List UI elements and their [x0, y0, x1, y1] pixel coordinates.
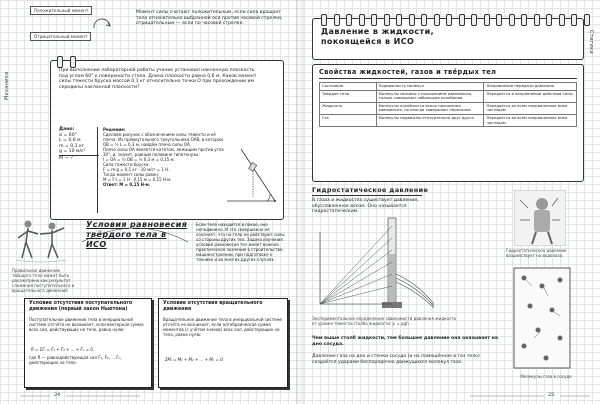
hydro-title: Гидростатическое давление [312, 186, 429, 194]
table-card [312, 64, 584, 182]
footer-ornament-left [20, 393, 140, 399]
eq-text: Если тело находится в покое, оно неподвижно. И это совершенно не означает, что на тело не действуют силы со стороны других тел. Задача изучения условий равновесия тел имеет важное практическое значение в строительстве, машиностроении, при подготовке к технике и во многих других случаях. [196, 222, 285, 262]
table-row: Газ Молекулы подвижны относительно друг друга. Передаётся во всем направлениях всем частицам. [320, 114, 577, 126]
gutter [296, 0, 304, 404]
footer-ornament-right [470, 393, 590, 399]
incline-diagram [223, 143, 279, 205]
title-card [312, 18, 584, 60]
diver-caption: Гидростатическое давление воздействует на водолаза [506, 248, 567, 258]
table-row: Жидкость Молекулы колеблются около положения равновесия, но иногда совершают перескоки. Передаётся во всем направлениях всем частицам. [320, 102, 577, 114]
hydro-text: В газах и жидкостях существует давление, обусловленное весом. Оно называется гидростатическим. [312, 198, 419, 215]
gas-text: Давление газа на дно и стенки сосуда (и на помещённое в газ тело) создаётся ударами беспорядочно движущихся молекул газа. [312, 354, 480, 365]
pressure-experiment-drawing [318, 214, 438, 314]
solution-block: Решение: Сделаем рисунок с обозначением силы тяжести и её плеча. Из прямоугольного треугольника OAB, в котором OB = ½ L = 0,3 м, найдём плечо силы OA. Плечо силы OA является катетом, лежащим против угла 30°, и, значит, равным половине гипотенузы: l = OA = ½ OB = ½ 0,3 м = 0,15 м. Сила тяжести бруска: F = m·g = 0,1 кг · 10 м/с² = 1 Н. Тогда момент силы равен: M = F·l = 1 Н · 0,15 м = 0,15 Н·м. Ответ: M = 0,15 Н·м. [103, 127, 224, 187]
diver-illustration [514, 190, 566, 246]
page-number-right: 25 [548, 392, 555, 398]
eq-caption: Правильное движение твёрдого тела может быть рассмотрено как результат сложения поступательного и вращательного движений [12, 268, 75, 293]
eq-title: Условия равновесия твёрдого тела в ИСО [86, 220, 188, 249]
side-tab-left: Механика [4, 71, 10, 100]
title-arc [80, 218, 190, 244]
side-tab-right: Статика [588, 30, 594, 54]
box-rotational: Условие отсутствия вращательного движения Вращательное движение тела в инерциальной системе отсчёта не возникает, если алгебраическая сумма моментов (с учётом знаков) всех сил, действующих на тело, равна нулю: ΣMᵢ = M₁ + M₂ + ... + Mₙ = 0. [158, 298, 288, 388]
tab-positive-moment: Положительный момент [30, 8, 92, 13]
given-block: Дано: α = 60° L = 0,6 м m = 0,1 кг g = 10 м/с² M — ? [59, 127, 99, 162]
problem-card [50, 60, 284, 220]
page-title: Давление в жидкости, покоящейся в ИСО [321, 27, 435, 46]
tab-negative-moment: Отрицательный момент [30, 34, 91, 39]
experiment-caption: Экспериментальное определение зависимости давления жидкости от уровня тяжести столба жидкости: p = ρgh [312, 316, 457, 326]
card-rings [57, 56, 76, 68]
page-number-left: 24 [54, 392, 61, 398]
skaters-illustration [12, 218, 70, 264]
properties-table: Состояние Подвижность молекул Направление передачи давления Твёрдое тело Молекулы связаны с положением равновесия, только совершают небольшие колебания. Передаётся в направлении действия силы. Жидкость Молекулы колеблются около положения равновесия, но иногда совершают перескоки. Передаётся во всем направлениях всем частицам. Газ Молекулы подвижны относительно друг друга. Передаётся во всем направлениях всем частицам. [319, 82, 577, 127]
table-row: Твёрдое тело Молекулы связаны с положением равновесия, только совершают небольшие колебания. Передаётся в направлении действия силы. [320, 90, 577, 102]
box-caption: Молекулы газа в сосуде [520, 374, 572, 379]
problem-text: При выполнении лабораторной работы ученик установил наклонную плоскость под углом 60° к поверхности стола. Длина плоскости равна 0,6 м. Каков момент силы тяжести бруска массой 0,1 кг относительно точки О при прохождении им середины наклонной плоскости? [59, 68, 257, 90]
table-title: Свойства жидкостей, газов и твёрдых тел [319, 68, 497, 76]
intro-text: Момент силы считают положительным, если сила вращает тело относительно выбранной оси против часовой стрелки, отрицательным — если по часовой стрелке. [136, 10, 283, 27]
rotation-icon [88, 14, 118, 34]
title-card-rings [321, 14, 590, 26]
deep-text: Чем выше столб жидкости, тем большее давление она оказывает на дно сосуда. [312, 336, 498, 347]
molecules-drawing [512, 266, 572, 372]
box-translational: Условие отсутствия поступательного движения (первый закон Ньютона) Поступательное движение тела в инерциальной системе отсчёта не возникает, если векторная сумма всех сил, действующих на тело, равна нулю: R⃗ = ΣF⃗ᵢ = F⃗₁ + F⃗₂ + ... + F⃗ₙ = 0, где R⃗ — равнодействующая сил F⃗₁, F⃗₂, ... F⃗ₙ, действующих на тело. [24, 298, 152, 388]
